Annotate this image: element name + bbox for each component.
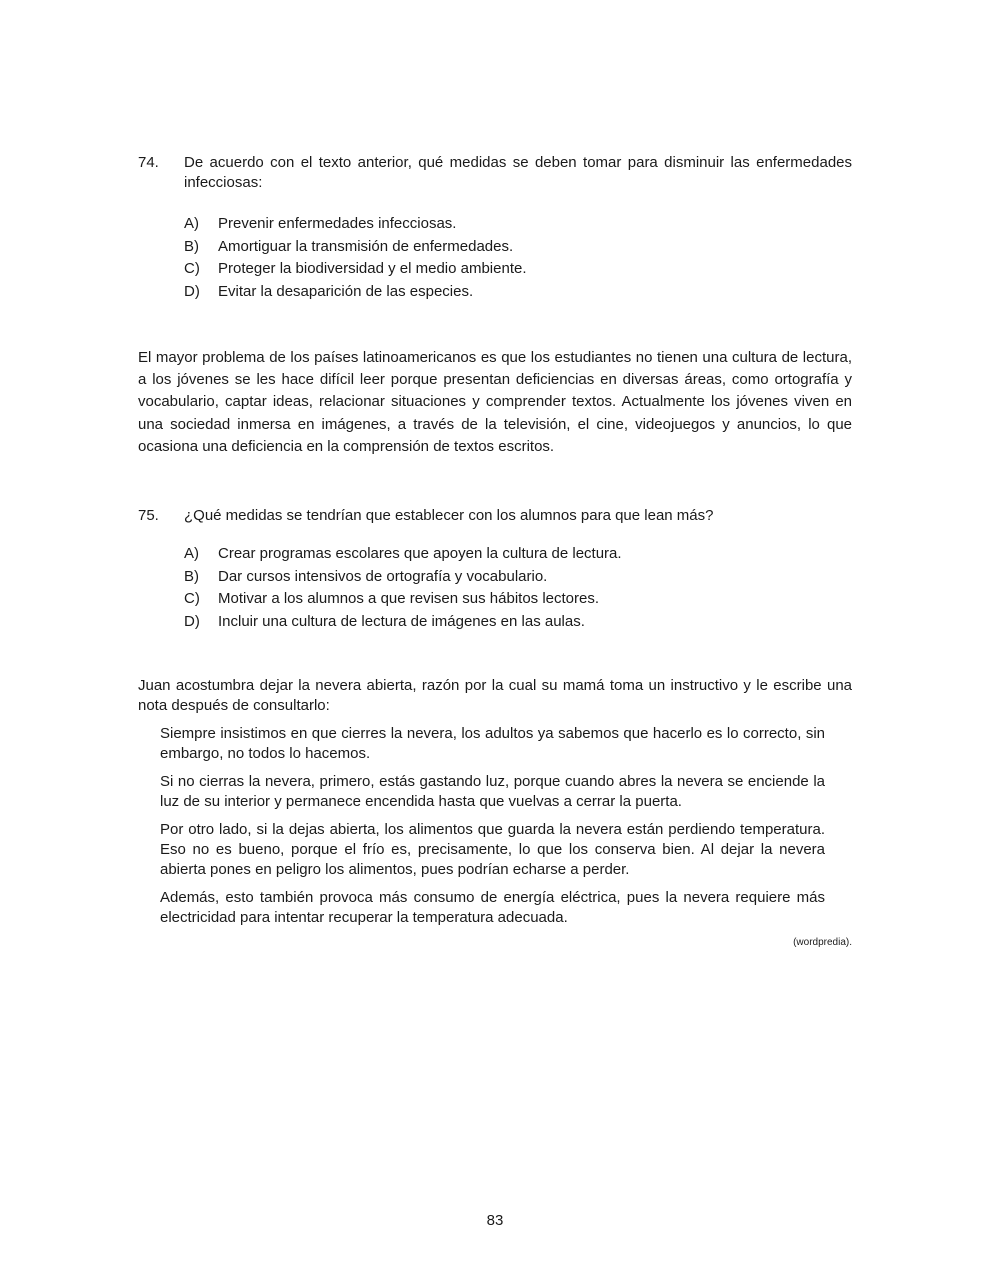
option-letter: D) [184,282,200,300]
page-number: 83 [486,1212,504,1229]
option-d [138,281,852,304]
option-text: Proteger la biodiversidad y el medio ambiente. [218,260,527,277]
option-text: Evitar la desaparición de las especies. [218,282,474,300]
question-text: De acuerdo con el texto anterior, qué medidas se deben tomar para disminuir las enfermedades infecciosas: [184,154,852,191]
option-letter: B) [184,237,199,255]
source-citation: (wordpredia). [793,937,852,948]
question-number: 75. [138,507,159,524]
option-letter: A) [184,545,199,562]
option-b [138,236,852,259]
option-a [138,213,852,236]
option-d [138,611,852,634]
option-text: Dar cursos intensivos de ortografía y vocabulario. [218,567,548,585]
option-text: Prevenir enfermedades infecciosas. [218,215,457,232]
note-paragraph: Siempre insistimos en que cierres la nevera, los adultos ya sabemos que hacerlo es lo correcto, sin embargo, no todos lo hacemos. [160,725,825,762]
option-text: Crear programas escolares que apoyen la cultura de lectura. [218,545,622,562]
option-c [138,258,852,281]
option-b [138,566,852,589]
option-letter: A) [184,215,199,232]
answer-options [138,213,852,303]
question-text: ¿Qué medidas se tendrían que establecer con los alumnos para que lean más? [184,507,714,524]
option-letter: C) [184,590,200,607]
option-text: Amortiguar la transmisión de enfermedades. [218,237,514,255]
option-letter: B) [184,567,199,585]
question-number: 74. [138,154,159,171]
option-letter: C) [184,260,200,277]
answer-options [138,543,852,633]
option-letter: D) [184,612,200,630]
note-paragraph: Si no cierras la nevera, primero, estás gastando luz, porque cuando abres la nevera se enciende la luz de su interior y permanece encendida hasta que vuelvas a cerrar la puerta. [160,773,825,810]
mother-note [160,724,825,936]
note-paragraph: Además, esto también provoca más consumo de energía eléctrica, pues la nevera requiere más electricidad para intentar recuperar la temperatura adecuada. [160,889,825,926]
option-c [138,588,852,611]
reading-passage-2: Juan acostumbra dejar la nevera abierta, razón por la cual su mamá toma un instructivo y le escribe una nota después de consultarlo: [138,677,852,714]
option-a [138,543,852,566]
question-74 [138,153,852,303]
reading-passage-1: El mayor problema de los países latinoamericanos es que los estudiantes no tienen una cultura de lectura, a los jóvenes se les hace difícil leer porque presentan deficiencias en diversas áreas, como ortografía y vocabulario, captar ideas, relacionar situaciones y comprender textos. Actualmente los jóvenes viven en una sociedad inmersa en imágenes, a través de la televisión, el cine, videojuegos y anuncios, lo que ocasiona una deficiencia en la comprensión de textos escritos. [138,349,852,455]
option-text: Incluir una cultura de lectura de imágenes en las aulas. [218,612,585,630]
note-paragraph: Por otro lado, si la dejas abierta, los alimentos que guarda la nevera están perdiendo temperatura. Eso no es bueno, porque el frío es, precisamente, lo que los conserva bien. Al dejar la nevera abierta pones en peligro los alimentos, pues podrían echarse a perder. [160,821,825,878]
question-75 [138,506,852,633]
option-text: Motivar a los alumnos a que revisen sus hábitos lectores. [218,590,600,607]
